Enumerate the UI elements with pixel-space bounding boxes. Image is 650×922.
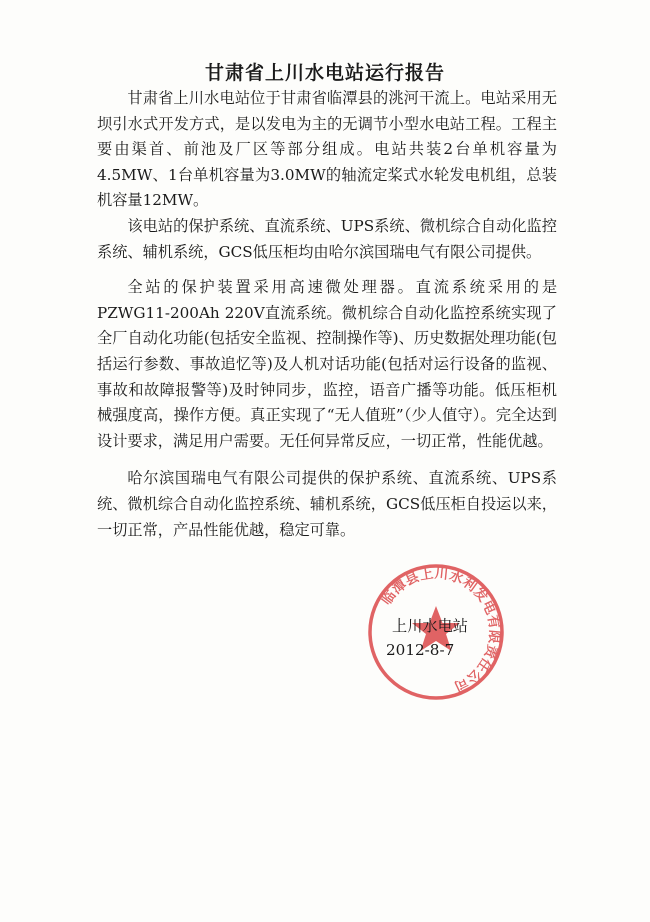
paragraph-supplier: 该电站的保护系统、直流系统、UPS系统、微机综合自动化监控系统、辅机系统，GCS低压柜均由哈尔滨国瑞电气有限公司提供。: [97, 216, 557, 261]
paragraph-overview: 甘肃省上川水电站位于甘肃省临潭县的洮河干流上。电站采用无坝引水式开发方式，是以发电为主的无调节小型水电站工程。工程主要由渠首、前池及厂区等部分组成。电站共装2台单机容量为4.5MW、1台单机容量为3.0MW的轴流定桨式水轮发电机组，总装机容量12MW。: [97, 89, 557, 210]
signature-date: 2012-8-7: [386, 641, 455, 659]
signature-org: 上川水电站: [392, 617, 468, 635]
document-title: 甘肃省上川水电站运行报告: [204, 62, 445, 84]
paragraph-systems: 全站的保护装置采用高速微处理器。直流系统采用的是PZWG11-200Ah 220V直流系统。微机综合自动化监控系统实现了全厂自动化功能(包括安全监视、控制操作等)、历史数据处理功能(包括运行参数、事故追忆等)及人机对话功能(包括对运行设备的监视、事故和故障报警等)及时钟同步，监控，语音广播等功能。低压柜机械强度高，操作方便。真正实现了“无人值班”（少人值守）。完全达到设计要求，满足用户需要。无任何异常反应，一切正常，性能优越。: [97, 278, 557, 450]
document-body: [97, 86, 557, 543]
seal-text: 临潭县上川水利发电有限责任公司: [378, 565, 503, 695]
paragraph-conclusion: 哈尔滨国瑞电气有限公司提供的保护系统、直流系统、UPS系统、微机综合自动化监控系统、辅机系统，GCS低压柜自投运以来，一切正常，产品性能优越，稳定可靠。: [97, 469, 557, 539]
signature-block: [386, 614, 468, 662]
